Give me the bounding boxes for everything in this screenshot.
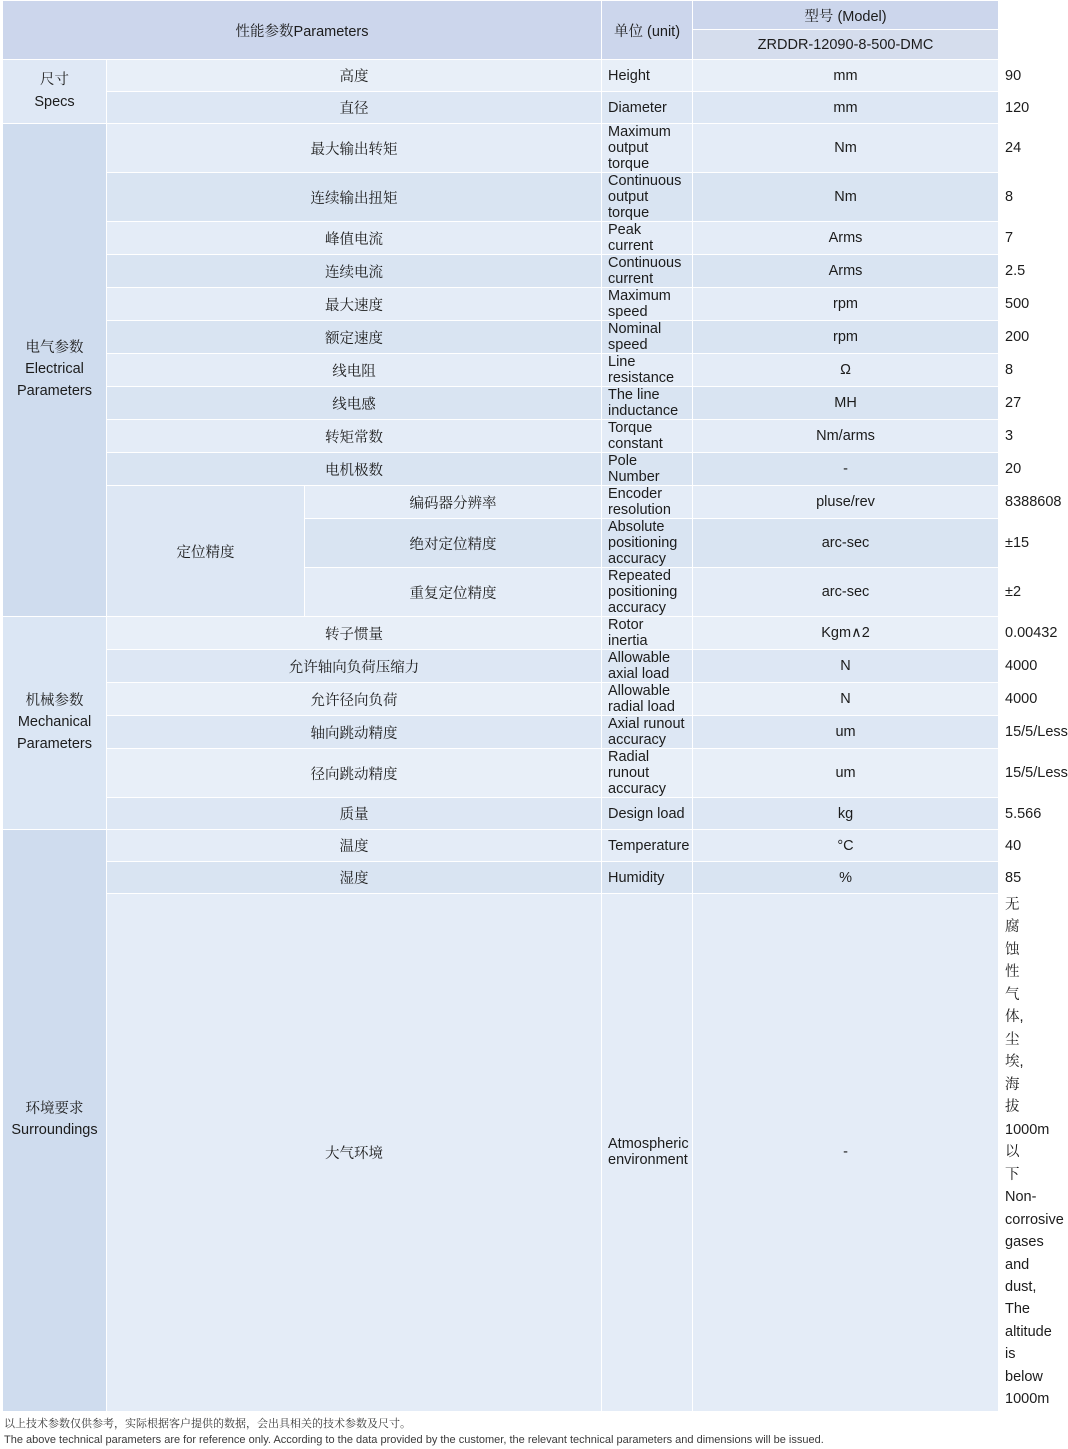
table-row: 湿度 Humidity % 85 — [3, 862, 999, 894]
table-row: 定位精度 编码器分辨率 Encoder resolution pluse/rev 8388608 — [3, 486, 999, 519]
row-unit: Nm/arms — [693, 420, 999, 453]
row-label-cn: 湿度 — [107, 862, 602, 894]
row-unit: Kgm∧2 — [693, 617, 999, 650]
header-unit: 单位 (unit) — [602, 1, 693, 60]
row-unit: rpm — [693, 321, 999, 354]
row-label-en: Torque constant — [602, 420, 693, 453]
row-label-cn: 径向跳动精度 — [107, 749, 602, 798]
row-unit: Arms — [693, 255, 999, 288]
row-label-cn: 额定速度 — [107, 321, 602, 354]
group-electrical-cn: 电气参数 — [25, 340, 84, 357]
row-label-en: Allowable axial load — [602, 650, 693, 683]
row-label-cn: 最大速度 — [107, 288, 602, 321]
header-model-label: 型号 (Model) — [693, 1, 999, 30]
row-label-en: Absolute positioning accuracy — [602, 519, 693, 568]
row-unit: % — [693, 862, 999, 894]
group-mechanical-en-1: Mechanical — [17, 714, 92, 731]
row-label-en: Nominal speed — [602, 321, 693, 354]
row-label-cn: 最大输出转矩 — [107, 124, 602, 173]
row-label-en: Atmospheric environment — [602, 894, 693, 1412]
row-label-cn: 温度 — [107, 830, 602, 862]
row-label-cn: 高度 — [107, 60, 602, 92]
group-electrical-en-2: Parameters — [17, 382, 92, 399]
table-header-row — [3, 1, 999, 30]
row-label-en: Maximum speed — [602, 288, 693, 321]
row-label-cn: 转子惯量 — [107, 617, 602, 650]
table-row: 环境要求 Surroundings 温度 Temperature °C 40 — [3, 830, 999, 862]
group-electrical — [3, 124, 107, 617]
footnote-cn: 以上技术参数仅供参考，实际根据客户提供的数据，会出具相关的技术参数及尺寸。 — [4, 1417, 411, 1430]
row-label-cn: 绝对定位精度 — [305, 519, 602, 568]
row-unit: N — [693, 683, 999, 716]
group-specs — [3, 60, 107, 124]
table-row: 转矩常数 Torque constant Nm/arms 3 — [3, 420, 999, 453]
row-label-en: Design load — [602, 798, 693, 830]
row-label-cn: 连续电流 — [107, 255, 602, 288]
table-row: 尺寸 Specs 高度 Height mm 90 — [3, 60, 999, 92]
subgroup-accuracy: 定位精度 — [107, 486, 305, 617]
row-label-en: Pole Number — [602, 453, 693, 486]
table-row: 电气参数 Electrical Parameters 最大输出转矩 Maximum output torque Nm 24 — [3, 124, 999, 173]
row-unit: N — [693, 650, 999, 683]
row-label-en: The line inductance — [602, 387, 693, 420]
row-label-en: Allowable radial load — [602, 683, 693, 716]
row-label-cn: 编码器分辨率 — [305, 486, 602, 519]
row-unit: pluse/rev — [693, 486, 999, 519]
table-row: 直径 Diameter mm 120 — [3, 92, 999, 124]
row-label-cn: 线电阻 — [107, 354, 602, 387]
table-row: 最大速度 Maximum speed rpm 500 — [3, 288, 999, 321]
row-label-cn: 直径 — [107, 92, 602, 124]
row-label-cn: 允许径向负荷 — [107, 683, 602, 716]
group-surroundings-cn: 环境要求 — [25, 1101, 84, 1118]
group-surroundings — [3, 830, 107, 1412]
row-label-en: Diameter — [602, 92, 693, 124]
table-row: 连续输出扭矩 Continuous output torque Nm 8 — [3, 173, 999, 222]
row-label-cn: 轴向跳动精度 — [107, 716, 602, 749]
row-label-cn: 大气环境 — [107, 894, 602, 1412]
row-label-cn: 峰值电流 — [107, 222, 602, 255]
row-unit: Ω — [693, 354, 999, 387]
group-electrical-en-1: Electrical — [25, 361, 84, 378]
row-label-en: Peak current — [602, 222, 693, 255]
row-unit: Arms — [693, 222, 999, 255]
table-row: 允许轴向负荷压缩力 Allowable axial load N 4000 — [3, 650, 999, 683]
row-unit: Nm — [693, 124, 999, 173]
row-label-cn: 电机极数 — [107, 453, 602, 486]
specification-table — [2, 0, 1068, 1412]
group-mechanical-cn: 机械参数 — [25, 693, 84, 710]
row-unit: um — [693, 716, 999, 749]
header-parameters: 性能参数Parameters — [3, 1, 602, 60]
table-row: 连续电流 Continuous current Arms 2.5 — [3, 255, 999, 288]
row-label-en: Repeated positioning accuracy — [602, 568, 693, 617]
table-row: 径向跳动精度 Radial runout accuracy um 15/5/Less — [3, 749, 999, 798]
row-label-en: Temperature — [602, 830, 693, 862]
row-unit: MH — [693, 387, 999, 420]
group-mechanical-en-2: Parameters — [17, 735, 92, 752]
row-label-en: Axial runout accuracy — [602, 716, 693, 749]
table-row: 允许径向负荷 Allowable radial load N 4000 — [3, 683, 999, 716]
row-label-en: Maximum output torque — [602, 124, 693, 173]
group-specs-cn: 尺寸 — [40, 72, 69, 89]
table-row: 线电阻 Line resistance Ω 8 — [3, 354, 999, 387]
table-row: 电机极数 Pole Number - 20 — [3, 453, 999, 486]
row-unit: - — [693, 453, 999, 486]
table-row: 轴向跳动精度 Axial runout accuracy um 15/5/Less — [3, 716, 999, 749]
row-label-cn: 线电感 — [107, 387, 602, 420]
table-row: 额定速度 Nominal speed rpm 200 — [3, 321, 999, 354]
row-label-cn: 允许轴向负荷压缩力 — [107, 650, 602, 683]
row-unit: mm — [693, 92, 999, 124]
group-specs-en: Specs — [34, 93, 75, 110]
footnote-en: The above technical parameters are for reference only. According to the data provided by the customer, the relevant technical parameters and dimensions will be issued. — [4, 1434, 824, 1447]
row-label-en: Height — [602, 60, 693, 92]
footnotes — [0, 1412, 1000, 1449]
table-row: 机械参数 Mechanical Parameters 转子惯量 Rotor inertia Kgm∧2 0.00432 — [3, 617, 999, 650]
row-label-cn: 转矩常数 — [107, 420, 602, 453]
row-unit: um — [693, 749, 999, 798]
row-unit: Nm — [693, 173, 999, 222]
row-label-en: Encoder resolution — [602, 486, 693, 519]
row-unit: arc-sec — [693, 519, 999, 568]
row-unit: rpm — [693, 288, 999, 321]
group-surroundings-en: Surroundings — [11, 1122, 98, 1139]
row-label-cn: 连续输出扭矩 — [107, 173, 602, 222]
group-mechanical — [3, 617, 107, 830]
row-unit: mm — [693, 60, 999, 92]
row-label-en: Humidity — [602, 862, 693, 894]
row-label-en: Radial runout accuracy — [602, 749, 693, 798]
row-label-en: Line resistance — [602, 354, 693, 387]
table-row: 线电感 The line inductance MH 27 — [3, 387, 999, 420]
row-unit: - — [693, 894, 999, 1412]
row-unit: kg — [693, 798, 999, 830]
row-label-en: Rotor inertia — [602, 617, 693, 650]
table-row: 绝对定位精度 Absolute positioning accuracy arc-sec ±15 — [3, 519, 999, 568]
header-model-value: ZRDDR-12090-8-500-DMC — [693, 30, 999, 60]
row-label-cn: 质量 — [107, 798, 602, 830]
row-label-en: Continuous output torque — [602, 173, 693, 222]
row-label-en: Continuous current — [602, 255, 693, 288]
table-row: 峰值电流 Peak current Arms 7 — [3, 222, 999, 255]
row-unit: °C — [693, 830, 999, 862]
table-row: 重复定位精度 Repeated positioning accuracy arc-sec ±2 — [3, 568, 999, 617]
table-row: 大气环境 Atmospheric environment - 无腐蚀性气体, 尘埃, 海拔1000m以下 Non-corrosive gases and dust, The altitude is below 1000m — [3, 894, 999, 1412]
row-unit: arc-sec — [693, 568, 999, 617]
row-label-cn: 重复定位精度 — [305, 568, 602, 617]
table-row: 质量 Design load kg 5.566 — [3, 798, 999, 830]
